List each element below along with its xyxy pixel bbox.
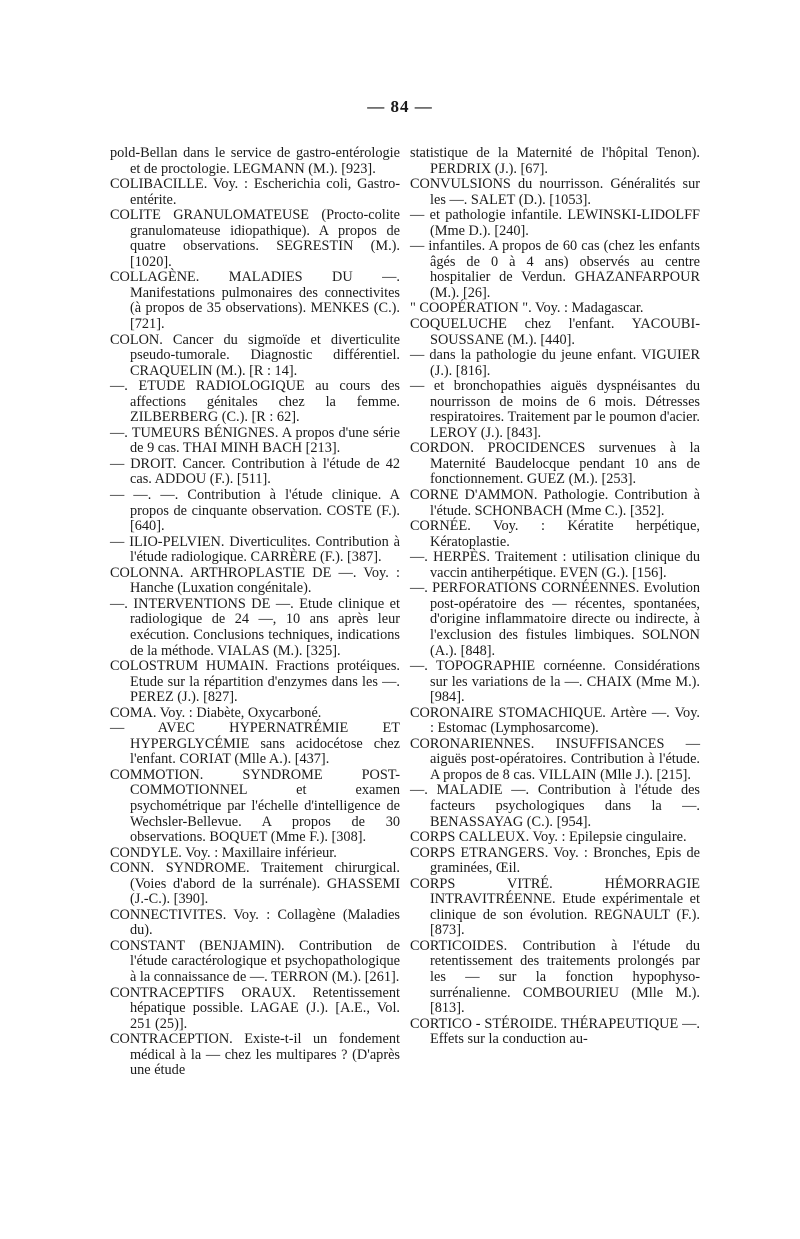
index-entry: COLLAGÈNE. MALADIES DU —. Manifestations pulmonaires des connectivites (à propos de 35 observations). MENKES (C.). [721].: [110, 269, 400, 333]
index-entry: CORPS CALLEUX. Voy. : Epilepsie cingulaire.: [410, 829, 687, 846]
index-entry: CONN. SYNDROME. Traitement chirurgical. (Voies d'abord de la surrénale). GHASSEMI (J.-C.). [390].: [110, 860, 400, 908]
index-entry: COLITE GRANULOMATEUSE (Procto-colite granulomateuse idiopathique). A propos de quatre observations. SEGRESTIN (M.). [1020].: [110, 207, 400, 270]
index-entry: CORONARIENNES. INSUFFISANCES — aiguës post-opératoires. Contribution à l'étude. A propos de 8 cas. VILLAIN (Mlle J.). [215].: [410, 735, 700, 783]
index-entry: —. TUMEURS BÉNIGNES. A propos d'une série de 9 cas. THAI MINH BACH [213].: [110, 424, 400, 457]
index-entry: —. PERFORATIONS CORNÉENNES. Evolution post-opératoire des — récentes, spontanées, d'origine inflammatoire directe ou indirecte, à l'exclusion des fistules limbiques. SOLNON (A.). [848].: [410, 580, 700, 659]
index-entry: — et bronchopathies aiguës dyspnéisantes du nourrisson de moins de 6 mois. Détresses respiratoires. Traitement par le poumon d'acier. LEROY (J.). [843].: [410, 378, 700, 441]
left-column: [110, 146, 400, 1079]
index-entry: CORNÉE. Voy. : Kératite herpétique, Kératoplastie.: [410, 518, 700, 550]
index-entry: — —. —. Contribution à l'étude clinique. A propos de cinquante observation. COSTE (F.). [640].: [110, 487, 400, 535]
index-entry: CONSTANT (BENJAMIN). Contribution de l'étude caractérologique et psychopathologique à la connaissance de —. TERRON (M.). [261].: [110, 937, 400, 985]
index-entry: CONNECTIVITES. Voy. : Collagène (Maladies du).: [110, 906, 400, 939]
index-entry: COLIBACILLE. Voy. : Escherichia coli, Gastro-entérite.: [110, 176, 400, 208]
index-entry: —. HERPÈS. Traitement : utilisation clinique du vaccin antiherpétique. EVEN (G.). [156].: [410, 549, 700, 581]
index-entry: " COOPÉRATION ". Voy. : Madagascar.: [410, 300, 644, 317]
index-entry: —. TOPOGRAPHIE cornéenne. Considérations sur les variations de la —. CHAIX (Mme M.). [984].: [410, 658, 700, 706]
index-entry: COLONNA. ARTHROPLASTIE DE —. Voy. : Hanche (Luxation congénitale).: [110, 564, 400, 597]
index-entry: COMMOTION. SYNDROME POST-COMMOTIONNEL et examen psychométrique par l'échelle d'intelligence de Wechsler-Bellevue. A propos de 30 observations. BOQUET (Mme F.). [308].: [110, 766, 400, 846]
index-entry: — dans la pathologie du jeune enfant. VIGUIER (J.). [816].: [410, 347, 700, 379]
index-entry: CONTRACEPTIFS ORAUX. Retentissement hépatique possible. LAGAE (J.). [A.E., Vol. 251 (25)].: [110, 984, 400, 1032]
index-entry: CORPS VITRÉ. HÉMORRAGIE INTRAVITRÉENNE. Etude expérimentale et clinique de son évolution. REGNAULT (F.). [873].: [410, 875, 700, 939]
index-entry: CORTICOIDES. Contribution à l'étude du retentissement des traitements prolongés par les — sur la fonction hypophyso-surrénalienne. COMBOURIEU (Mlle M.). [813].: [410, 937, 700, 1017]
index-entry: CONTRACEPTION. Existe-t-il un fondement médical à la — chez les multipares ? (D'après une étude: [110, 1031, 400, 1079]
index-entry: — infantiles. A propos de 60 cas (chez les enfants âgés de 0 à 4 ans) observés au centre hospitalier de Verdun. GHAZANFARPOUR (M.). [26].: [410, 238, 700, 301]
index-entry: statistique de la Maternité de l'hôpital Tenon). PERDRIX (J.). [67].: [410, 145, 700, 177]
index-entry: CONVULSIONS du nourrisson. Généralités sur les —. SALET (D.). [1053].: [410, 176, 700, 208]
page-number: — 84 —: [367, 97, 433, 116]
index-entry: —. MALADIE —. Contribution à l'étude des facteurs psychologiques dans la —. BENASSAYAG (C.). [954].: [410, 782, 700, 830]
index-entry: CORPS ETRANGERS. Voy. : Bronches, Epis de graminées, Œil.: [410, 844, 700, 877]
right-column: [410, 146, 700, 1048]
index-entry: COQUELUCHE chez l'enfant. YACOUBI-SOUSSANE (M.). [440].: [410, 316, 700, 348]
index-entry: COLON. Cancer du sigmoïde et diverticulite pseudo-tumorale. Diagnostic différentiel. CRAQUELIN (M.). [R : 14].: [110, 331, 400, 379]
index-entry: CORONAIRE STOMACHIQUE. Artère —. Voy. : Estomac (Lymphosarcome).: [410, 704, 700, 737]
index-entry: — et pathologie infantile. LEWINSKI-LIDOLFF (Mme D.). [240].: [410, 207, 700, 239]
index-entry: CORTICO - STÉROIDE. THÉRAPEUTIQUE —. Effets sur la conduction au-: [410, 1015, 700, 1048]
index-entry: — ILIO-PELVIEN. Diverticulites. Contribution à l'étude radiologique. CARRÈRE (F.). [387].: [110, 533, 400, 566]
index-entry: CONDYLE. Voy. : Maxillaire inférieur.: [110, 844, 337, 861]
index-entry: COMA. Voy. : Diabète, Oxycarboné.: [110, 704, 322, 721]
index-entry: —. INTERVENTIONS DE —. Etude clinique et radiologique de 24 —, 10 ans après leur exécution. Conclusions techniques, indications de la méthode. VIALAS (M.). [325].: [110, 595, 400, 659]
index-entry: — DROIT. Cancer. Contribution à l'étude de 42 cas. ADDOU (F.). [511].: [110, 455, 400, 488]
index-entry: pold-Bellan dans le service de gastro-entérologie et de proctologie. LEGMANN (M.). [923].: [110, 145, 400, 177]
index-entry: —. ETUDE RADIOLOGIQUE au cours des affections génitales chez la femme. ZILBERBERG (C.). [R : 62].: [110, 378, 400, 426]
index-entry: CORNE D'AMMON. Pathologie. Contribution à l'étude. SCHONBACH (Mme C.). [352].: [410, 487, 700, 519]
index-entry: CORDON. PROCIDENCES survenues à la Maternité Baudelocque pendant 10 ans de fonctionnement. GUEZ (M.). [253].: [410, 440, 700, 488]
index-entry: COLOSTRUM HUMAIN. Fractions protéiques. Etude sur la répartition d'enzymes dans les —. PEREZ (J.). [827].: [110, 658, 400, 706]
index-entry: — AVEC HYPERNATRÉMIE ET HYPERGLYCÉMIE sans acidocétose chez l'enfant. CORIAT (Mlle A.). [437].: [110, 720, 400, 768]
